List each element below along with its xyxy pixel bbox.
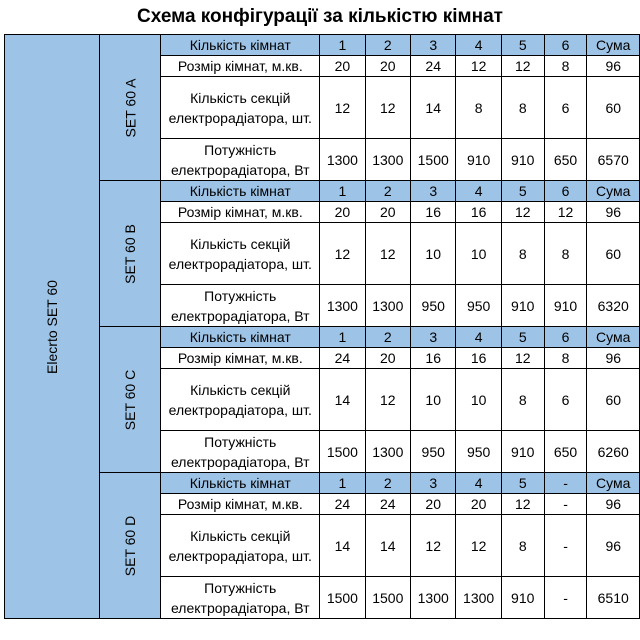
table-cell: 910 [501, 431, 544, 473]
table-cell: 96 [587, 56, 640, 77]
table-cell: 650 [544, 431, 587, 473]
table-cell: 1300 [320, 285, 365, 327]
table-cell: 6570 [587, 139, 640, 181]
table-cell: 12 [365, 369, 410, 431]
header-cell: 1 [320, 473, 365, 494]
header-cell: Сума [587, 181, 640, 202]
table-cell: 24 [411, 56, 456, 77]
row-label: Розмір кімнат, м.кв. [161, 494, 320, 515]
row-label: Кількість секцій електрорадіатора, шт. [161, 515, 320, 577]
header-cell: 4 [456, 327, 501, 348]
table-cell: 16 [411, 348, 456, 369]
table-cell: 24 [320, 494, 365, 515]
table-cell: 950 [411, 431, 456, 473]
header-cell: 5 [501, 327, 544, 348]
table-cell: 20 [320, 202, 365, 223]
table-cell: 1500 [411, 139, 456, 181]
table-cell: 1500 [320, 577, 365, 619]
table-cell: 16 [456, 202, 501, 223]
table-cell: 1300 [456, 577, 501, 619]
row-label: Розмір кімнат, м.кв. [161, 56, 320, 77]
set-label-cell [99, 473, 160, 619]
header-cell: 2 [365, 181, 410, 202]
header-cell: 5 [501, 473, 544, 494]
group-label-cell [5, 35, 100, 619]
header-cell: 5 [501, 181, 544, 202]
header-row [5, 473, 640, 494]
table-cell: 20 [365, 348, 410, 369]
header-cell: 3 [411, 181, 456, 202]
table-cell: 910 [456, 139, 501, 181]
table-cell: 8 [501, 369, 544, 431]
row-label: Потужність електрорадіатора, Вт [161, 431, 320, 473]
header-cell: 2 [365, 473, 410, 494]
table-cell: 12 [320, 77, 365, 139]
header-cell: Сума [587, 327, 640, 348]
table-cell: 8 [544, 348, 587, 369]
table-cell: 1300 [365, 139, 410, 181]
table-cell: 96 [587, 348, 640, 369]
table-cell: 12 [501, 494, 544, 515]
table-cell: 12 [501, 56, 544, 77]
header-cell: 4 [456, 473, 501, 494]
table-cell: 24 [320, 348, 365, 369]
row-label: Потужність електрорадіатора, Вт [161, 577, 320, 619]
table-cell: 14 [365, 515, 410, 577]
set-label-cell [99, 35, 160, 181]
table-cell: 12 [320, 223, 365, 285]
table-cell: 650 [544, 139, 587, 181]
header-cell: 6 [544, 327, 587, 348]
table-cell: 950 [456, 431, 501, 473]
table-cell: 20 [411, 494, 456, 515]
header-cell: Сума [587, 35, 640, 56]
set-label: SET 60 C [122, 369, 139, 430]
header-cell: 3 [411, 35, 456, 56]
table-cell: 1500 [320, 431, 365, 473]
table-cell: 12 [501, 202, 544, 223]
table-cell: 20 [456, 494, 501, 515]
table-cell: 8 [501, 77, 544, 139]
table-cell: 6 [544, 369, 587, 431]
table-cell: 8 [456, 77, 501, 139]
table-cell: 12 [456, 515, 501, 577]
table-cell: - [544, 515, 587, 577]
table-cell: 20 [365, 56, 410, 77]
table-cell: 12 [544, 202, 587, 223]
table-cell: 10 [411, 369, 456, 431]
table-cell: 8 [544, 223, 587, 285]
table-cell: 6 [544, 77, 587, 139]
header-cell: 1 [320, 181, 365, 202]
table-cell: 96 [587, 515, 640, 577]
row-label: Кількість секцій електрорадіатора, шт. [161, 223, 320, 285]
table-cell: 14 [320, 369, 365, 431]
header-label: Кількість кімнат [161, 181, 320, 202]
header-row [5, 35, 640, 56]
table-cell: 12 [456, 56, 501, 77]
table-cell: 950 [456, 285, 501, 327]
table-cell: 20 [365, 202, 410, 223]
header-cell: 4 [456, 35, 501, 56]
table-cell: 96 [587, 202, 640, 223]
table-cell: 60 [587, 369, 640, 431]
set-label: SET 60 A [122, 78, 139, 137]
table-cell: 8 [544, 56, 587, 77]
table-cell: 1300 [365, 285, 410, 327]
table-cell: 910 [501, 285, 544, 327]
set-label: SET 60 B [122, 223, 139, 284]
table-cell: 12 [365, 223, 410, 285]
table-cell: 12 [365, 77, 410, 139]
table-cell: 1300 [320, 139, 365, 181]
header-cell: 6 [544, 35, 587, 56]
header-cell: 3 [411, 327, 456, 348]
table-cell: - [544, 494, 587, 515]
header-cell: 4 [456, 181, 501, 202]
table-cell: 14 [320, 515, 365, 577]
header-cell: 3 [411, 473, 456, 494]
header-label: Кількість кімнат [161, 327, 320, 348]
set-label-cell [99, 327, 160, 473]
row-label: Кількість секцій електрорадіатора, шт. [161, 369, 320, 431]
table-cell: 6320 [587, 285, 640, 327]
set-label: SET 60 D [122, 515, 139, 576]
header-cell: 6 [544, 181, 587, 202]
table-cell: 8 [501, 223, 544, 285]
table-cell: 1500 [365, 577, 410, 619]
group-label: Elecrto SET 60 [43, 279, 60, 374]
row-label: Розмір кімнат, м.кв. [161, 202, 320, 223]
row-label: Потужність електрорадіатора, Вт [161, 139, 320, 181]
table-cell: 6510 [587, 577, 640, 619]
row-label: Розмір кімнат, м.кв. [161, 348, 320, 369]
table-cell: 950 [411, 285, 456, 327]
header-cell: Сума [587, 473, 640, 494]
table-cell: 10 [456, 223, 501, 285]
table-cell: 910 [501, 577, 544, 619]
table-cell: 10 [411, 223, 456, 285]
table-cell: 16 [456, 348, 501, 369]
row-label: Потужність електрорадіатора, Вт [161, 285, 320, 327]
table-cell: 12 [501, 348, 544, 369]
header-cell: 1 [320, 35, 365, 56]
page-title: Схема конфігурації за кількістю кімнат [137, 6, 503, 27]
configuration-table [4, 34, 640, 619]
row-label: Кількість секцій електрорадіатора, шт. [161, 77, 320, 139]
header-cell: 5 [501, 35, 544, 56]
table-cell: 910 [501, 139, 544, 181]
table-cell: 10 [456, 369, 501, 431]
table-cell: 60 [587, 77, 640, 139]
table-cell: 16 [411, 202, 456, 223]
table-cell: 14 [411, 77, 456, 139]
table-cell: 1300 [411, 577, 456, 619]
header-cell: 2 [365, 327, 410, 348]
header-row [5, 327, 640, 348]
table-cell: 6260 [587, 431, 640, 473]
header-cell: 1 [320, 327, 365, 348]
table-cell: 1300 [365, 431, 410, 473]
header-row [5, 181, 640, 202]
header-label: Кількість кімнат [161, 35, 320, 56]
table-cell: 20 [320, 56, 365, 77]
table-cell: 96 [587, 494, 640, 515]
set-label-cell [99, 181, 160, 327]
table-cell: 910 [544, 285, 587, 327]
table-cell: 24 [365, 494, 410, 515]
table-cell: - [544, 577, 587, 619]
table-cell: 12 [411, 515, 456, 577]
header-cell: 2 [365, 35, 410, 56]
table-cell: 8 [501, 515, 544, 577]
header-cell: - [544, 473, 587, 494]
header-label: Кількість кімнат [161, 473, 320, 494]
table-cell: 60 [587, 223, 640, 285]
